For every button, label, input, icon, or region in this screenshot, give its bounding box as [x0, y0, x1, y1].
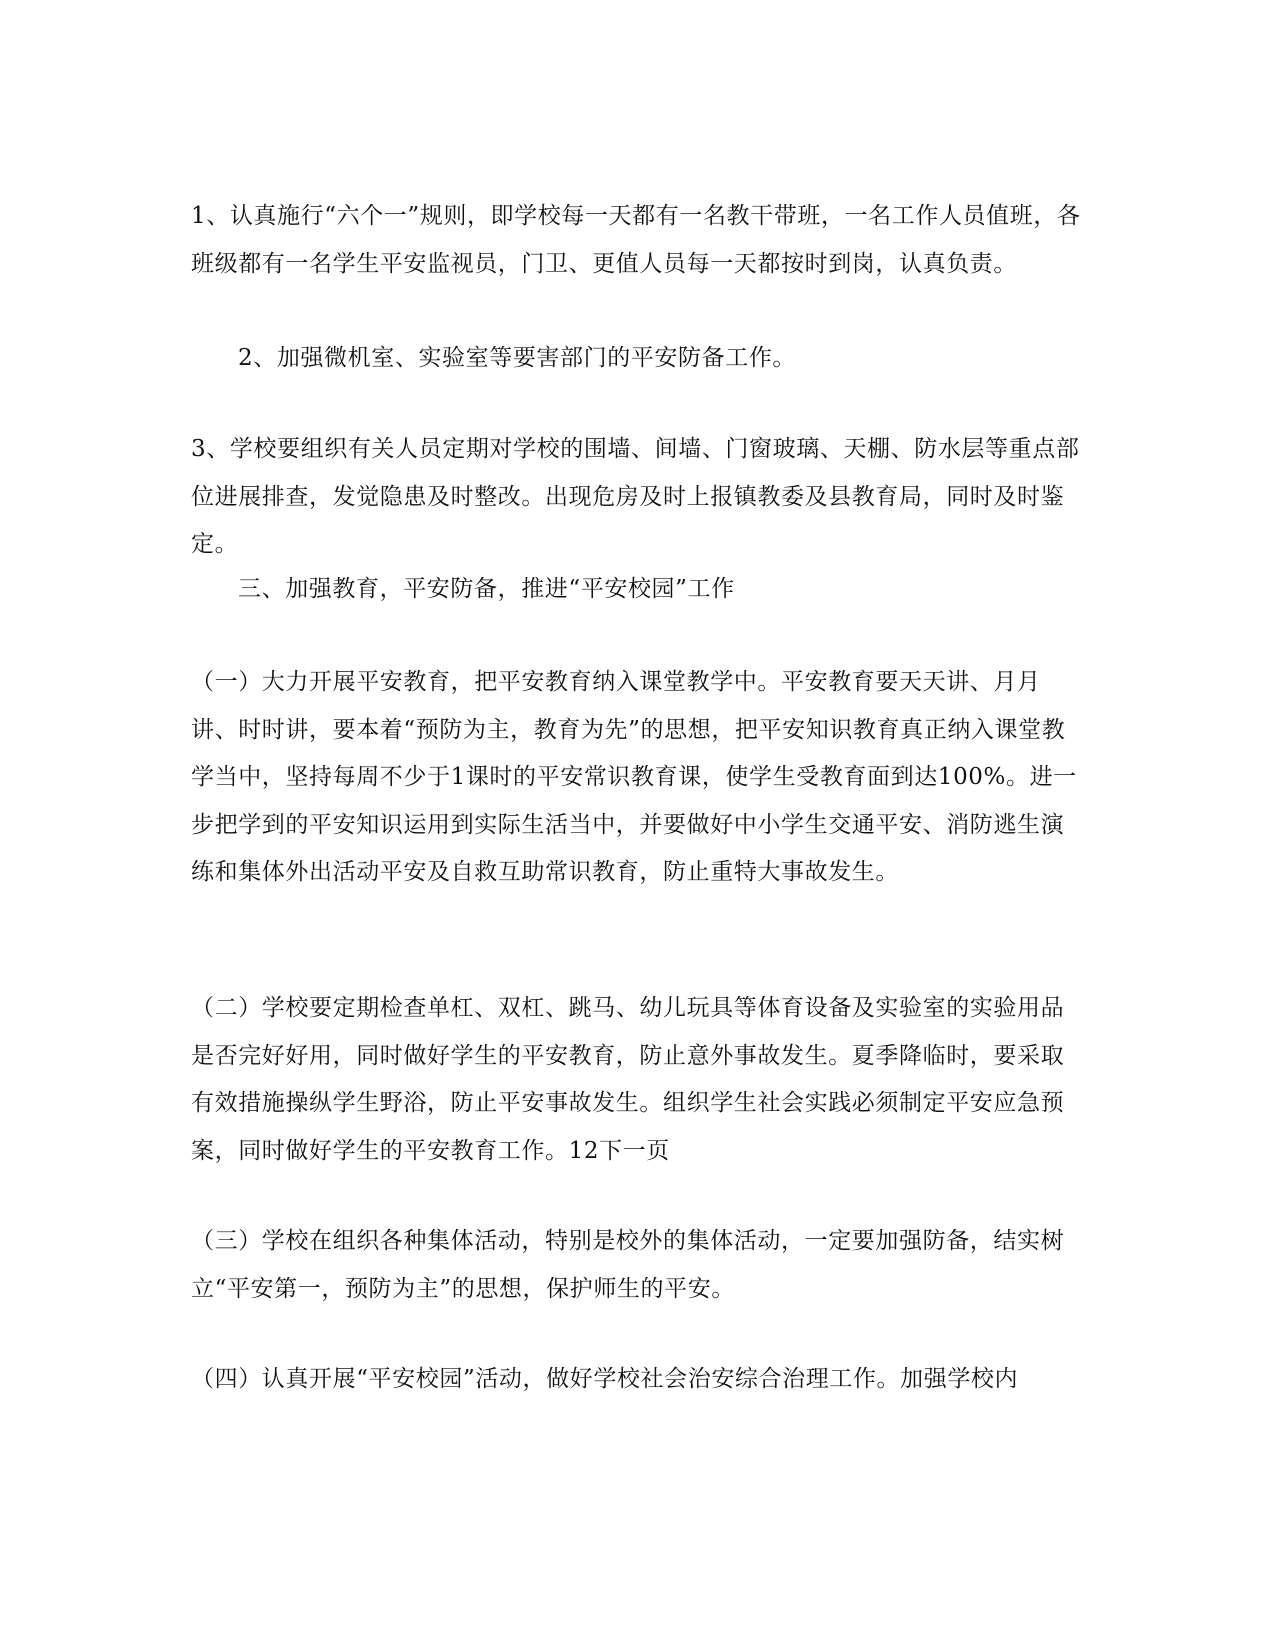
paragraph-section-3-3: （三）学校在组织各种集体活动，特别是校外的集体活动，一定要加强防备，结实树立“平安第一，预防为主”的思想，保护师生的平安。 [191, 1228, 1065, 1302]
paragraph-3: 3、学校要组织有关人员定期对学校的围墙、间墙、门窗玻璃、天棚、防水层等重点部位进展排查，发觉隐患及时整改。出现危房及时上报镇教委及县教育局，同时及时鉴定。 [191, 436, 1080, 557]
paragraph-section-3-1: （一）大力开展平安教育，把平安教育纳入课堂教学中。平安教育要天天讲、月月讲、时时讲，要本着“预防为主，教育为先”的思想，把平安知识教育真正纳入课堂教学当中，坚持每周不少于1课时的平安常识教育课，使学生受教育面到达100%。进一步把学到的平安知识运用到实际生活当中，并要做好中小学生交通平安、消防逃生演练和集体外出活动平安及自救互助常识教育，防止重特大事故发生。 [191, 669, 1077, 885]
section-heading-3: 三、加强教育，平安防备，推进“平安校园”工作 [238, 576, 735, 602]
paragraph-1: 1、认真施行“六个一”规则，即学校每一天都有一名教干带班，一名工作人员值班，各班级都有一名学生平安监视员，门卫、更值人员每一天都按时到岗，认真负责。 [191, 203, 1081, 277]
paragraph-section-3-2: （二）学校要定期检查单杠、双杠、跳马、幼儿玩具等体育设备及实验室的实验用品是否完好好用，同时做好学生的平安教育，防止意外事故发生。夏季降临时，要采取有效措施操纵学生野浴，防止平安事故发生。组织学生社会实践必须制定平安应急预案，同时做好学生的平安教育工作。12下一页 [191, 995, 1065, 1164]
paragraph-section-3-4: （四）认真开展“平安校园”活动，做好学校社会治安综合治理工作。加强学校内 [191, 1366, 1019, 1392]
paragraph-2: 2、加强微机室、实验室等要害部门的平安防备工作。 [238, 345, 797, 371]
